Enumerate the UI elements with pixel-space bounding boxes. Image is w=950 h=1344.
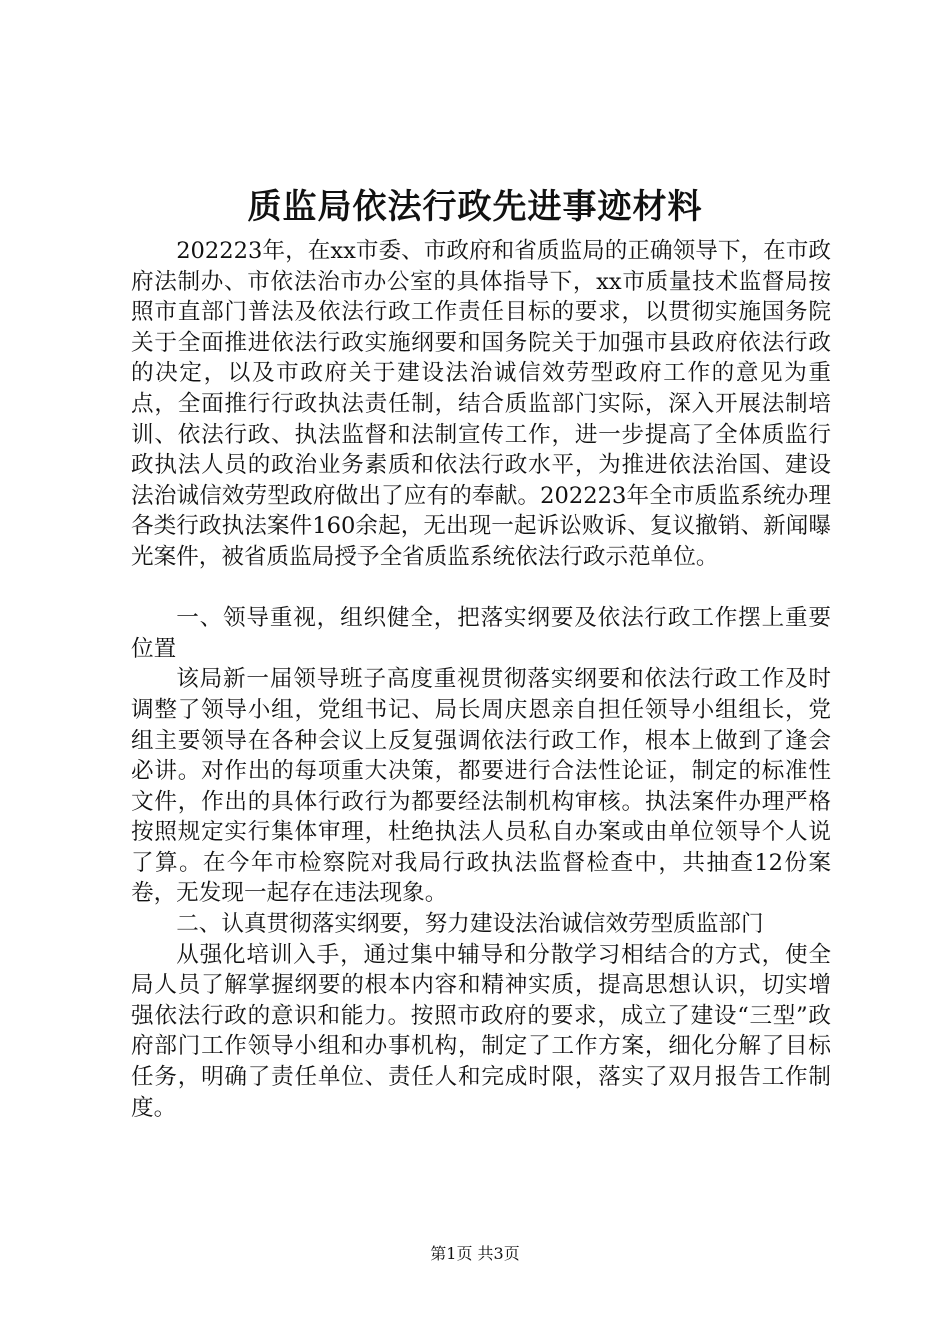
paragraph-section-2: 从强化培训入手，通过集中辅导和分散学习相结合的方式，使全局人员了解掌握纲要的根本内容和精神实质，提高思想认识，切实增强依法行政的意识和能力。按照市政府的要求，成立了建设“三型”政府部门工作领导小组和办事机构，制定了工作方案，细化分解了目标任务，明确了责任单位、责任人和完成时限，落实了双月报告工作制度。: [131, 941, 831, 1121]
section-heading-1: 一、领导重视，组织健全，把落实纲要及依法行政工作摆上重要位置: [131, 605, 831, 662]
paragraph-intro: 202223年，在xx市委、市政府和省质监局的正确领导下，在市政府法制办、市依法治市办公室的具体指导下，xx市质量技术监督局按照市直部门普法及依法行政工作责任目标的要求，以贯彻实施国务院关于全面推进依法行政实施纲要和国务院关于加强市县政府依法行政的决定，以及市政府关于建设法治诚信效劳型政府工作的意见为重点，全面推行行政执法责任制，结合质监部门实际，深入开展法制培训、依法行政、执法监督和法制宣传工作，进一步提高了全体质监行政执法人员的政治业务素质和依法行政水平，为推进依法治国、建设法治诚信效劳型政府做出了应有的奉献。202223年全市质监系统办理各类行政执法案件160余起，无出现一起诉讼败诉、复议撤销、新闻曝光案件，被省质监局授予全省质监系统依法行政示范单位。: [131, 238, 831, 570]
paragraph-section-1: 该局新一届领导班子高度重视贯彻落实纲要和依法行政工作及时调整了领导小组，党组书记、局长周庆恩亲自担任领导小组组长，党组主要领导在各种会议上反复强调依法行政工作，根本上做到了逢会必讲。对作出的每项重大决策，都要进行合法性论证，制定的标准性文件，作出的具体行政行为都要经法制机构审核。执法案件办理严格按照规定实行集体审理，杜绝执法人员私自办案或由单位领导个人说了算。在今年市检察院对我局行政执法监督检查中，共抽查12份案卷，无发现一起存在违法现象。: [131, 666, 831, 907]
section-heading-2: 二、认真贯彻落实纲要，努力建设法治诚信效劳型质监部门: [176, 911, 764, 938]
page-number-footer: 第1页 共3页: [430, 1244, 520, 1263]
document-title: 质监局依法行政先进事迹材料: [247, 187, 703, 227]
document-body: [131, 236, 831, 1123]
